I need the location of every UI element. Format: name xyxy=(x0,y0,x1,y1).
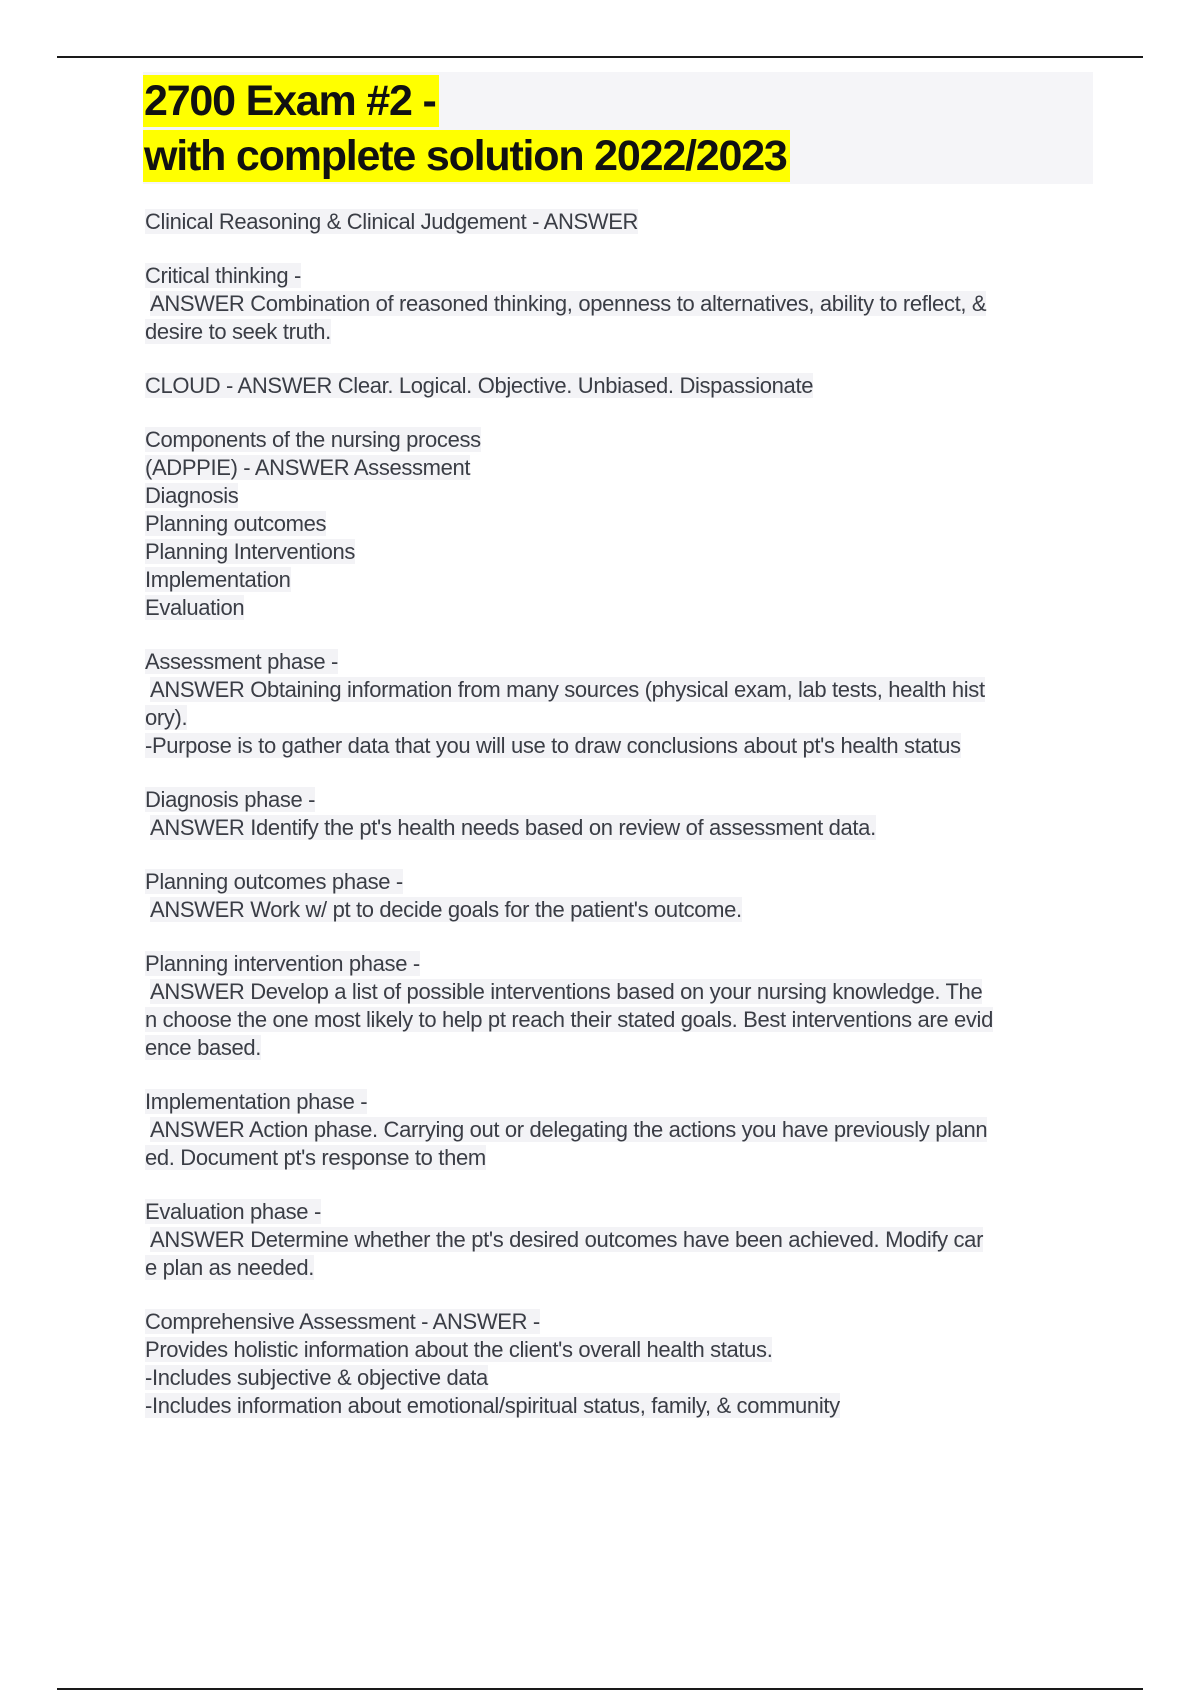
qa-line-text: -Purpose is to gather data that you will use to draw conclusions about pt's health status xyxy=(145,733,961,758)
qa-content xyxy=(145,208,1090,1446)
qa-line xyxy=(145,482,1090,510)
qa-line xyxy=(145,648,1090,676)
qa-line xyxy=(145,454,1090,482)
qa-line xyxy=(145,676,1090,704)
qa-entry xyxy=(145,950,1090,1062)
qa-line-text: ANSWER Action phase. Carrying out or delegating the actions you have previously plann xyxy=(150,1117,988,1142)
qa-line-text: ANSWER Develop a list of possible interventions based on your nursing knowledge. The xyxy=(150,979,983,1004)
qa-line xyxy=(145,896,1090,924)
qa-entry xyxy=(145,208,1090,236)
qa-line xyxy=(145,704,1090,732)
qa-entry xyxy=(145,262,1090,346)
qa-line xyxy=(145,1006,1090,1034)
qa-line-text: Evaluation xyxy=(145,595,245,620)
qa-line xyxy=(145,1198,1090,1226)
qa-line-text: (ADPPIE) - ANSWER Assessment xyxy=(145,455,471,480)
qa-entry xyxy=(145,372,1090,400)
title-block xyxy=(143,72,1093,184)
qa-line-text: Assessment phase - xyxy=(145,649,339,674)
qa-line xyxy=(145,1088,1090,1116)
qa-line-text: Implementation phase - xyxy=(145,1089,368,1114)
qa-line-text: Planning Interventions xyxy=(145,539,356,564)
qa-line xyxy=(145,262,1090,290)
qa-entry xyxy=(145,1198,1090,1282)
qa-line xyxy=(145,1364,1090,1392)
qa-line xyxy=(145,538,1090,566)
qa-line xyxy=(145,1308,1090,1336)
qa-line-text: desire to seek truth. xyxy=(145,319,331,344)
qa-entry xyxy=(145,786,1090,842)
qa-line-text: Comprehensive Assessment - ANSWER - xyxy=(145,1309,540,1334)
qa-line xyxy=(145,1034,1090,1062)
bottom-rule xyxy=(57,1688,1143,1690)
qa-line xyxy=(145,566,1090,594)
qa-entry xyxy=(145,426,1090,622)
qa-line xyxy=(145,372,1090,400)
qa-line-text: ory). xyxy=(145,705,188,730)
qa-line xyxy=(145,1226,1090,1254)
qa-line xyxy=(145,786,1090,814)
qa-line-text: -Includes information about emotional/spiritual status, family, & community xyxy=(145,1393,840,1418)
qa-line xyxy=(145,732,1090,760)
qa-line-text: Planning outcomes xyxy=(145,511,327,536)
qa-line xyxy=(145,510,1090,538)
qa-line-text: Diagnosis xyxy=(145,483,239,508)
page-title-line-2: with complete solution 2022/2023 xyxy=(143,130,790,182)
qa-line-text: ANSWER Obtaining information from many sources (physical exam, lab tests, health hist xyxy=(150,677,985,702)
qa-line xyxy=(145,868,1090,896)
qa-line-text: ANSWER Work w/ pt to decide goals for the patient's outcome. xyxy=(150,897,742,922)
qa-line-text: CLOUD - ANSWER Clear. Logical. Objective. Unbiased. Dispassionate xyxy=(145,373,814,398)
qa-line-text: Components of the nursing process xyxy=(145,427,481,452)
qa-line-text: e plan as needed. xyxy=(145,1255,314,1280)
qa-line-text: Planning outcomes phase - xyxy=(145,869,403,894)
qa-line-text: Evaluation phase - xyxy=(145,1199,321,1224)
qa-line xyxy=(145,208,1090,236)
qa-line xyxy=(145,1144,1090,1172)
qa-line-text: n choose the one most likely to help pt reach their stated goals. Best interventions are evid xyxy=(145,1007,993,1032)
qa-line xyxy=(145,290,1090,318)
qa-line xyxy=(145,318,1090,346)
qa-line xyxy=(145,1254,1090,1282)
qa-line-text: Diagnosis phase - xyxy=(145,787,316,812)
qa-line-text: Critical thinking - xyxy=(145,263,301,288)
qa-entry xyxy=(145,648,1090,760)
qa-line-text: ence based. xyxy=(145,1035,262,1060)
qa-line-text: Planning intervention phase - xyxy=(145,951,420,976)
qa-entry xyxy=(145,1088,1090,1172)
qa-line xyxy=(145,594,1090,622)
qa-line-text: Implementation xyxy=(145,567,291,592)
qa-entry xyxy=(145,1308,1090,1420)
qa-entry xyxy=(145,868,1090,924)
qa-line-text: ANSWER Identify the pt's health needs based on review of assessment data. xyxy=(150,815,876,840)
qa-line xyxy=(145,1336,1090,1364)
qa-line-text: -Includes subjective & objective data xyxy=(145,1365,488,1390)
qa-line xyxy=(145,978,1090,1006)
qa-line-text: Clinical Reasoning & Clinical Judgement - ANSWER xyxy=(145,209,639,234)
qa-line xyxy=(145,814,1090,842)
qa-line xyxy=(145,1392,1090,1420)
qa-line-text: Provides holistic information about the client's overall health status. xyxy=(145,1337,773,1362)
page-title-line-1: 2700 Exam #2 - xyxy=(143,75,439,127)
qa-line xyxy=(145,426,1090,454)
qa-line-text: ed. Document pt's response to them xyxy=(145,1145,486,1170)
qa-line-text: ANSWER Combination of reasoned thinking, openness to alternatives, ability to reflect, & xyxy=(150,291,987,316)
qa-line-text: ANSWER Determine whether the pt's desired outcomes have been achieved. Modify car xyxy=(150,1227,984,1252)
qa-line xyxy=(145,1116,1090,1144)
top-rule xyxy=(57,56,1143,58)
qa-line xyxy=(145,950,1090,978)
